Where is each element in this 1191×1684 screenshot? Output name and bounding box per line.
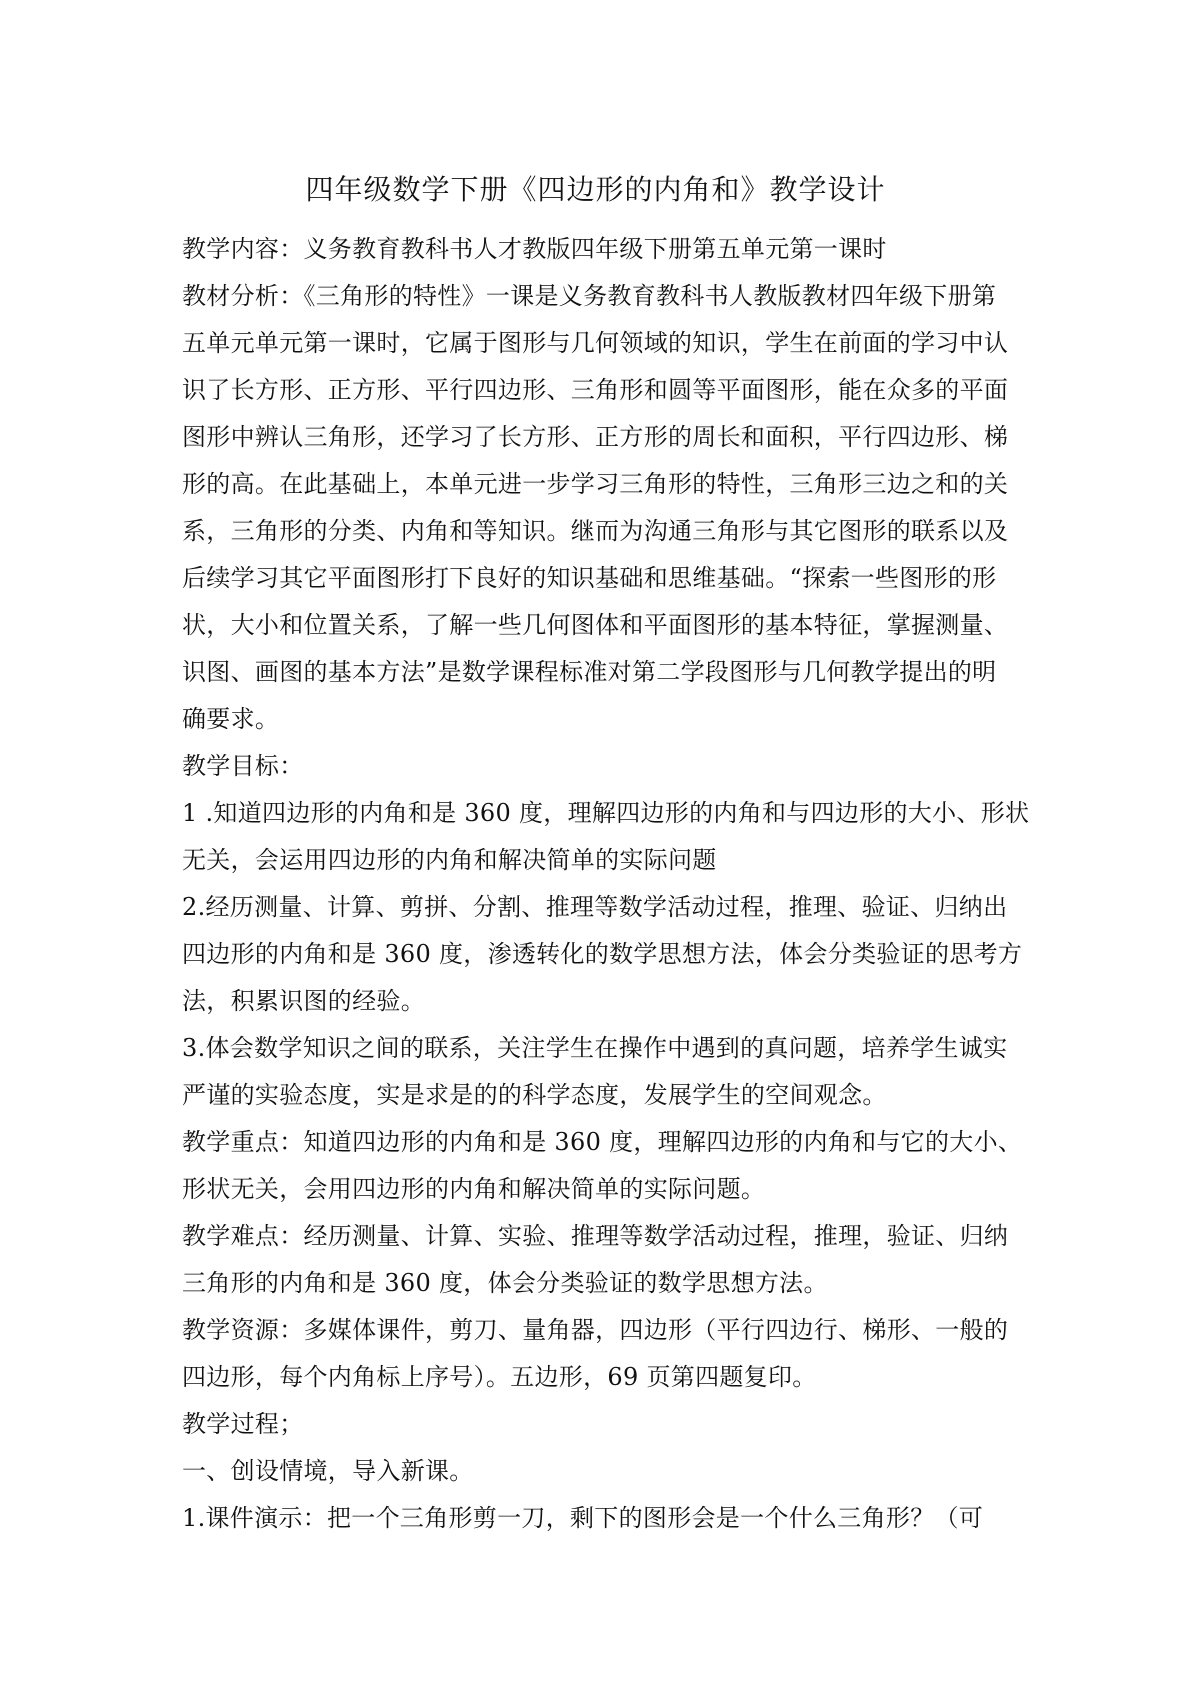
line-analysis-3: 识了长方形、正方形、平行四边形、三角形和圆等平面图形，能在众多的平面 [182,376,1009,404]
line-analysis-8: 状，大小和位置关系，了解一些几何图体和平面图形的基本特征，掌握测量、 [182,611,1009,639]
line-content: 教学内容：义务教育教科书人才教版四年级下册第五单元第一课时 [182,235,887,263]
key-point-line-1: 教学重点：知道四边形的内角和是 360 度，理解四边形的内角和与它的大小、 [182,1128,1023,1156]
objective-2-line-3: 法，积累识图的经验。 [182,987,425,1015]
resources-line-1: 教学资源：多媒体课件，剪刀、量角器，四边形（平行四边行、梯形、一般的 [182,1316,1009,1344]
page-title: 四年级数学下册《四边形的内角和》教学设计 [305,173,886,206]
line-analysis-2: 五单元单元第一课时，它属于图形与几何领域的知识，学生在前面的学习中认 [182,329,1009,357]
section-1-step-1: 1.课件演示：把一个三角形剪一刀，剩下的图形会是一个什么三角形？（可 [182,1504,984,1532]
line-analysis-10: 确要求。 [182,705,280,733]
section-1-heading: 一、创设情境，导入新课。 [182,1457,474,1485]
difficulty-line-2: 三角形的内角和是 360 度，体会分类验证的数学思想方法。 [182,1269,828,1297]
heading-objectives: 教学目标： [182,752,304,780]
objective-2-line-1: 2.经历测量、计算、剪拼、分割、推理等数学活动过程，推理、验证、归纳出 [182,893,1008,921]
objective-1-line-2: 无关，会运用四边形的内角和解决简单的实际问题 [182,846,717,874]
objective-1-line-1: 1 .知道四边形的内角和是 360 度，理解四边形的内角和与四边形的大小、形状 [182,799,1030,827]
heading-process: 教学过程； [182,1410,304,1438]
line-analysis-5: 形的高。在此基础上，本单元进一步学习三角形的特性，三角形三边之和的关 [182,470,1009,498]
objective-3-line-2: 严谨的实验态度，实是求是的的科学态度，发展学生的空间观念。 [182,1081,887,1109]
line-analysis-1: 教材分析：《三角形的特性》一课是义务教育教科书人教版教材四年级下册第 [182,282,997,310]
objective-2-line-2: 四边形的内角和是 360 度，渗透转化的数学思想方法，体会分类验证的思考方 [182,940,1023,968]
line-analysis-4: 图形中辨认三角形，还学习了长方形、正方形的周长和面积，平行四边形、梯 [182,423,1009,451]
line-analysis-9: 识图、画图的基本方法”是数学课程标准对第二学段图形与几何教学提出的明 [182,658,997,686]
line-analysis-6: 系，三角形的分类、内角和等知识。继而为沟通三角形与其它图形的联系以及 [182,517,1009,545]
resources-line-2: 四边形，每个内角标上序号）。五边形，69 页第四题复印。 [182,1363,817,1391]
key-point-line-2: 形状无关，会用四边形的内角和解决简单的实际问题。 [182,1175,766,1203]
line-analysis-7: 后续学习其它平面图形打下良好的知识基础和思维基础。“探索一些图形的形 [182,564,997,592]
difficulty-line-1: 教学难点：经历测量、计算、实验、推理等数学活动过程，推理，验证、归纳 [182,1222,1009,1250]
objective-3-line-1: 3.体会数学知识之间的联系，关注学生在操作中遇到的真问题，培养学生诚实 [182,1034,1008,1062]
